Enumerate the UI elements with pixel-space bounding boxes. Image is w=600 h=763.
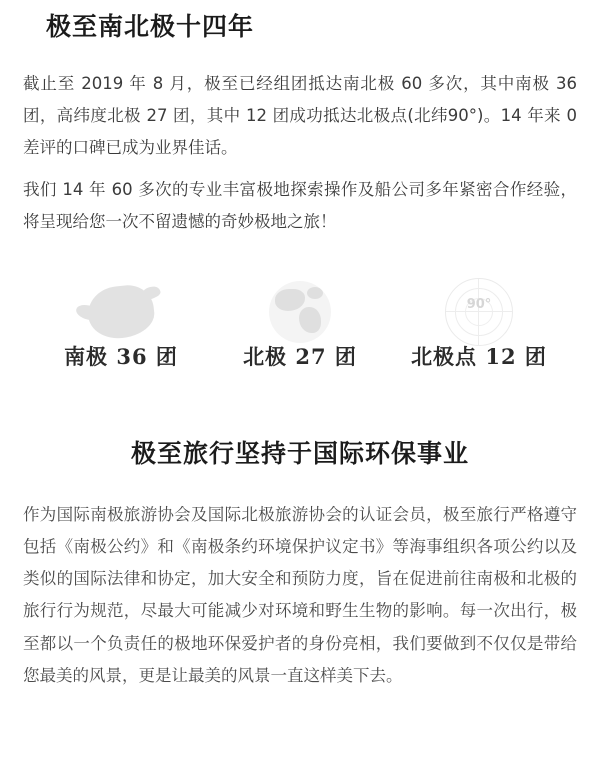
antarctica-continent-icon [46, 276, 196, 348]
badge-label-north-pole: 北极点 12 团 [411, 344, 547, 370]
environment-paragraph: 作为国际南极旅游协会及国际北极旅游协会的认证会员，极至旅行严格遵守包括《南极公约》和《南极条约环境保护议定书》等海事组织各项公约以及类似的国际法律和协定，加大安全和预防力度，旨在促进前往南极和北极的旅行行为规范，尽最大可能减少对环境和野生生物的影响。每一次出行，极至都以一个负责任的极地环保爱护者的身份亮相，我们要做到不仅仅是带给您最美的风景，更是让最美的风景一直这样美下去。 [23, 504, 577, 685]
badge-north-pole-groups [404, 276, 554, 371]
badge-antarctic-groups [46, 276, 196, 371]
section-polar-fourteen-years [0, 8, 600, 238]
north-pole-target-icon [404, 276, 554, 348]
article-page [0, 8, 600, 763]
globe-icon [225, 276, 375, 348]
intro-paragraph-1: 截止至 2019 年 8 月，极至已经组团抵达南北极 60 多次，其中南极 36 团，高纬度北极 27 团，其中 12 团成功抵达北极点(北纬90°)。14 年来 0 差评的口碑已成为业界佳话。 [23, 73, 577, 157]
intro-paragraph-2: 我们 14 年 60 多次的专业丰富极地探索操作及船公司多年紧密合作经验，将呈现给您一次不留遗憾的奇妙极地之旅！ [23, 180, 577, 232]
section-title-environment: 极至旅行坚持于国际环保事业 [130, 439, 469, 469]
badge-label-arctic: 北极 27 团 [243, 344, 357, 370]
latitude-degree-label: 90° [466, 297, 492, 313]
stats-badge-row [0, 276, 600, 371]
section-environmental-commitment [0, 435, 600, 692]
page-title: 极至南北极十四年 [46, 12, 255, 41]
badge-arctic-groups [225, 276, 375, 371]
badge-label-antarctic: 南极 36 团 [64, 344, 178, 370]
